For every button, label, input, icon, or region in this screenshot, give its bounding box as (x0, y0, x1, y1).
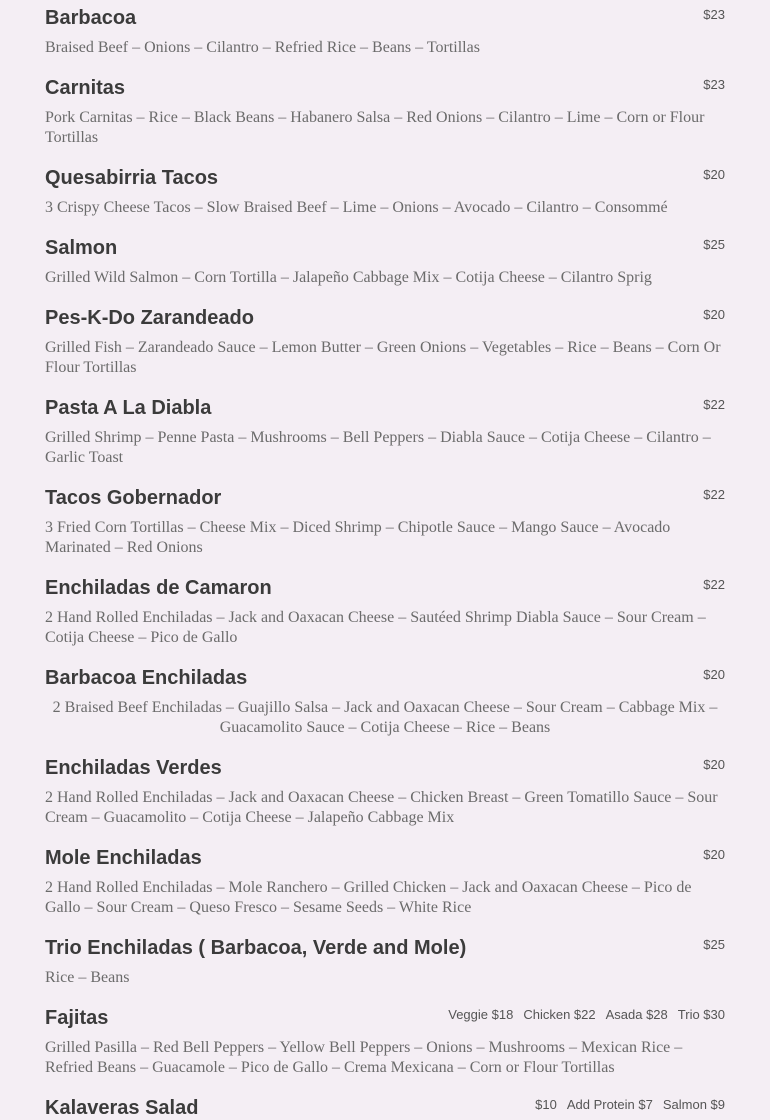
item-name: Barbacoa (45, 7, 137, 29)
item-description: 2 Hand Rolled Enchiladas – Mole Ranchero – Grilled Chicken – Jack and Oaxacan Cheese – Pico de Gallo – Sour Cream – Queso Fresco – Sesame Seeds – White Rice (45, 879, 692, 916)
item-name: Salmon (45, 237, 118, 259)
item-description: Grilled Shrimp – Penne Pasta – Mushrooms – Bell Peppers – Diabla Sauce – Cotija Cheese – Cilantro – Garlic Toast (45, 429, 711, 466)
item-price: $22 (703, 487, 725, 502)
item-price: $20 (703, 167, 725, 182)
item-name: Quesabirria Tacos (45, 167, 219, 189)
item-price: $20 (703, 667, 725, 682)
item-description: Rice – Beans (45, 969, 130, 986)
item-description: 2 Braised Beef Enchiladas – Guajillo Salsa – Jack and Oaxacan Cheese – Sour Cream – Cabbage Mix – Guacamolito Sauce – Cotija Cheese – Rice – Beans (52, 699, 718, 736)
price-option: Add Protein $7 (566, 1097, 653, 1112)
item-name: Pasta A La Diabla (45, 397, 212, 419)
item-price: $22 (703, 577, 725, 592)
item-name: Barbacoa Enchiladas (45, 667, 248, 689)
item-description: Pork Carnitas – Rice – Black Beans – Habanero Salsa – Red Onions – Cilantro – Lime – Corn or Flour Tortillas (45, 109, 705, 146)
price-option: Trio $30 (677, 1007, 725, 1022)
item-price: $23 (703, 7, 725, 22)
item-name: Fajitas (45, 1007, 109, 1029)
item-name: Mole Enchiladas (45, 847, 202, 869)
item-name: Enchiladas de Camaron (45, 577, 272, 599)
item-name: Trio Enchiladas ( Barbacoa, Verde and Mole) (45, 937, 467, 959)
item-name: Tacos Gobernador (45, 487, 222, 509)
item-price: $20 (703, 847, 725, 862)
price-option: Salmon $9 (662, 1097, 725, 1112)
item-description: Braised Beef – Onions – Cilantro – Refried Rice – Beans – Tortillas (45, 39, 480, 56)
price-option: Chicken $22 (523, 1007, 596, 1022)
item-price-options (438, 1006, 725, 1024)
price-option: Asada $28 (605, 1007, 668, 1022)
item-description: Grilled Fish – Zarandeado Sauce – Lemon Butter – Green Onions – Vegetables – Rice – Beans – Corn Or Flour Tortillas (45, 339, 721, 376)
item-price: $25 (703, 237, 725, 252)
item-price-options (525, 1096, 725, 1114)
item-price: $20 (703, 757, 725, 772)
item-description: Grilled Wild Salmon – Corn Tortilla – Jalapeño Cabbage Mix – Cotija Cheese – Cilantro Sprig (45, 269, 652, 286)
item-price: $20 (703, 307, 725, 322)
item-price: $22 (703, 397, 725, 412)
item-name: Carnitas (45, 77, 126, 99)
price-option: $10 (535, 1097, 557, 1112)
item-name: Enchiladas Verdes (45, 757, 222, 779)
price-option: Veggie $18 (448, 1007, 514, 1022)
item-description: Grilled Pasilla – Red Bell Peppers – Yellow Bell Peppers – Onions – Mushrooms – Mexican Rice – Refried Beans – Guacamole – Pico de Gallo – Crema Mexicana – Corn or Flour Tortillas (45, 1039, 683, 1076)
item-price: $23 (703, 77, 725, 92)
item-description: 2 Hand Rolled Enchiladas – Jack and Oaxacan Cheese – Sautéed Shrimp Diabla Sauce – Sour Cream – Cotija Cheese – Pico de Gallo (45, 609, 706, 646)
item-description: 3 Crispy Cheese Tacos – Slow Braised Beef – Lime – Onions – Avocado – Cilantro – Consommé (45, 199, 668, 216)
item-price: $25 (703, 937, 725, 952)
item-name: Kalaveras Salad (45, 1097, 199, 1119)
item-description: 3 Fried Corn Tortillas – Cheese Mix – Diced Shrimp – Chipotle Sauce – Mango Sauce – Avocado Marinated – Red Onions (45, 519, 671, 556)
item-name: Pes-K-Do Zarandeado (45, 307, 254, 329)
item-description: 2 Hand Rolled Enchiladas – Jack and Oaxacan Cheese – Chicken Breast – Green Tomatillo Sauce – Sour Cream – Guacamolito – Cotija Cheese – Jalapeño Cabbage Mix (45, 789, 718, 826)
